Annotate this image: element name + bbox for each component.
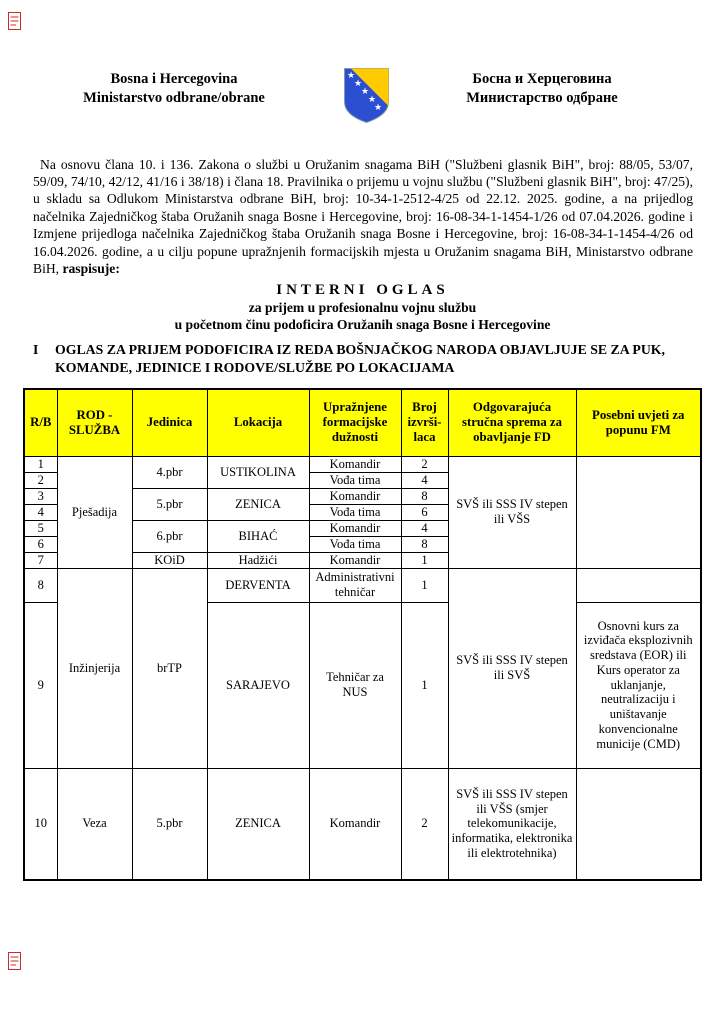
cell-uvjeti xyxy=(576,456,701,568)
cell-lokacija: SARAJEVO xyxy=(207,602,309,768)
cell-uvjeti xyxy=(576,568,701,602)
cell-rb: 2 xyxy=(24,472,57,488)
cell-broj: 1 xyxy=(401,552,448,568)
org-name-latin-line2: Ministarstvo odbrane/obrane xyxy=(83,90,265,106)
cell-duznost: Vođa tima xyxy=(309,472,401,488)
svg-text:★: ★ xyxy=(367,94,376,104)
org-name-cyrillic-line2: Министарство одбране xyxy=(466,90,618,106)
table-row xyxy=(24,456,701,472)
cell-rod-inzinjerija: Inžinjerija xyxy=(57,568,132,768)
cell-sprema: SVŠ ili SSS IV stepen ili VŠS (smjer telekomunikacije, informatika, elektronika ili elektrotehnika) xyxy=(448,768,576,880)
cell-jedinica: 4.pbr xyxy=(132,456,207,488)
cell-broj: 1 xyxy=(401,568,448,602)
cell-duznost: Vođa tima xyxy=(309,504,401,520)
header-duznosti: Upražnjene formacijske dužnosti xyxy=(309,389,401,456)
org-name-cyrillic xyxy=(452,70,632,108)
cell-broj: 6 xyxy=(401,504,448,520)
cell-duznost: Komandir xyxy=(309,520,401,536)
cell-rb: 9 xyxy=(24,602,57,768)
header-strucna-sprema: Odgovarajuća stručna sprema za obavljanje FD xyxy=(448,389,576,456)
cell-rb: 5 xyxy=(24,520,57,536)
cell-duznost: Komandir xyxy=(309,488,401,504)
section-heading-text: OGLAS ZA PRIJEM PODOFICIRA IZ REDA BOŠNJAČKOG NARODA OBJAVLJUJE SE ZA PUK, KOMANDE, JEDINICE I RODOVE/SLUŽBE PO LOKACIJAMA xyxy=(55,342,665,375)
cell-broj: 8 xyxy=(401,536,448,552)
cell-rb: 1 xyxy=(24,456,57,472)
vacancies-table xyxy=(23,388,702,881)
cell-lokacija: USTIKOLINA xyxy=(207,456,309,488)
cell-duznost: Komandir xyxy=(309,552,401,568)
cell-lokacija: DERVENTA xyxy=(207,568,309,602)
cell-duznost: Komandir xyxy=(309,768,401,880)
cell-uvjeti xyxy=(576,768,701,880)
document-subtitle-line1: za prijem u profesionalnu vojnu službu xyxy=(248,300,477,315)
cell-sprema: SVŠ ili SSS IV stepen ili VŠS xyxy=(448,456,576,568)
cell-lokacija: ZENICA xyxy=(207,768,309,880)
svg-text:★: ★ xyxy=(373,102,382,112)
header-posebni-uvjeti: Posebni uvjeti za popunu FM xyxy=(576,389,701,456)
cell-rb: 3 xyxy=(24,488,57,504)
cell-jedinica: 6.pbr xyxy=(132,520,207,552)
cell-jedinica: 5.pbr xyxy=(132,768,207,880)
intro-paragraph xyxy=(33,156,693,278)
letterhead xyxy=(0,70,725,124)
document-title: INTERNI OGLAS xyxy=(276,282,449,298)
org-name-cyrillic-line1: Босна и Херцеговина xyxy=(472,71,612,87)
cell-rb: 4 xyxy=(24,504,57,520)
table-header-row xyxy=(24,389,701,456)
cell-broj: 2 xyxy=(401,456,448,472)
svg-text:★: ★ xyxy=(353,78,362,88)
bih-coat-of-arms-icon xyxy=(343,67,390,124)
header-lokacija: Lokacija xyxy=(207,389,309,456)
document-subtitle-line2: u početnom činu podoficira Oružanih snaga Bosne i Hercegovine xyxy=(174,317,551,332)
cell-rod-veza: Veza xyxy=(57,768,132,880)
cell-sprema: SVŠ ili SSS IV stepen ili SVŠ xyxy=(448,568,576,768)
cell-lokacija: BIHAĆ xyxy=(207,520,309,552)
cell-duznost: Tehničar za NUS xyxy=(309,602,401,768)
section-heading xyxy=(33,341,708,376)
intro-bold-suffix: raspisuje: xyxy=(62,261,120,277)
intro-text: Na osnovu člana 10. i 136. Zakona o službi u Oružanim snagama BiH ("Službeni glasnik BiH", broj: 88/05, 53/07, 59/09, 74/10, 42/12, 41/16 i 38/18) i člana 18. Pravilnika o prijemu u vojnu službu ("Službeni glasnik BiH", broj: 47/25), u skladu sa Odlukom Ministarstva odbrane BiH, broj: 10-34-1-2512-4/25 od 22.12. 2025. godine, a na prijedlog načelnika Zajedničkog štaba Oružanih snaga Bosne i Hercegovine, broj: 16-08-34-1-1454-1/26 od 07.04.2026. godine i Izmjene prijedloga načelnika Zajedničkog štaba Oružanih snaga Bosne i Hercegovine, broj: 16-08-34-1-1454-4/26 od 16.04.2026. godine, a u cilju popune upražnjenih formacijskih mjesta u Oružanim snagama BiH, Ministarstvo odbrane BiH, xyxy=(33,156,693,277)
cell-jedinica: KOiD xyxy=(132,552,207,568)
cell-rb: 6 xyxy=(24,536,57,552)
table-row xyxy=(24,568,701,602)
cell-lokacija: ZENICA xyxy=(207,488,309,520)
svg-text:★: ★ xyxy=(360,86,369,96)
cell-duznost: Komandir xyxy=(309,456,401,472)
cell-duznost: Administrativni tehničar xyxy=(309,568,401,602)
cell-jedinica: 5.pbr xyxy=(132,488,207,520)
header-broj-izvrsilaca: Broj izvrši-laca xyxy=(401,389,448,456)
svg-text:★: ★ xyxy=(346,70,355,80)
red-annotation-mark-icon xyxy=(8,12,21,35)
cell-rb: 10 xyxy=(24,768,57,880)
cell-broj: 4 xyxy=(401,472,448,488)
cell-rb: 7 xyxy=(24,552,57,568)
header-rb: R/B xyxy=(24,389,57,456)
org-name-latin xyxy=(68,70,280,108)
cell-broj: 2 xyxy=(401,768,448,880)
cell-rod-pjesadija: Pješadija xyxy=(57,456,132,568)
cell-broj: 4 xyxy=(401,520,448,536)
header-jedinica: Jedinica xyxy=(132,389,207,456)
org-name-latin-line1: Bosna i Hercegovina xyxy=(110,71,238,87)
table-row xyxy=(24,768,701,880)
red-annotation-mark-icon xyxy=(8,952,21,975)
cell-jedinica: brTP xyxy=(132,568,207,768)
document-title-block xyxy=(0,281,725,333)
cell-uvjeti: Osnovni kurs za izviđača eksplozivnih sredstava (EOR) ili Kurs operator za uklanjanje, neutralizaciju i uništavanje konvencionalne municije (CMD) xyxy=(576,602,701,768)
cell-lokacija: Hadžići xyxy=(207,552,309,568)
cell-broj: 8 xyxy=(401,488,448,504)
cell-broj: 1 xyxy=(401,602,448,768)
cell-rb: 8 xyxy=(24,568,57,602)
section-numeral: I xyxy=(33,342,39,357)
cell-duznost: Vođa tima xyxy=(309,536,401,552)
header-rod-sluzba: ROD - SLUŽBA xyxy=(57,389,132,456)
